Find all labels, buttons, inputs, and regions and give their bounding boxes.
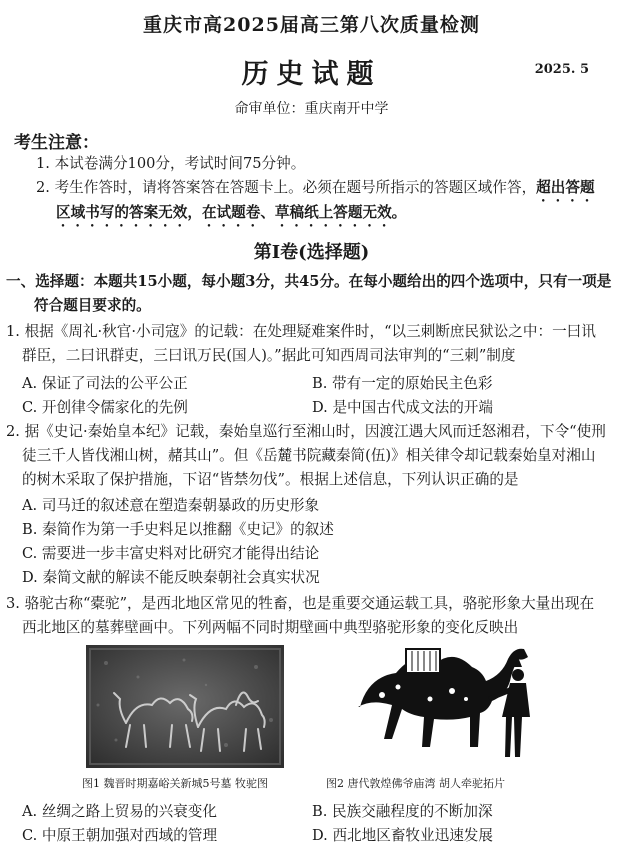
figure-1-mural — [86, 645, 284, 768]
notice-item-2-text: 2. 考生作答时，请将答案答在答题卡上。必须在题号所指示的答题区域作答， — [36, 179, 537, 196]
question-1-option-b: B. 带有一定的原始民主色彩 — [312, 375, 493, 392]
question-3-option-b: B. 民族交融程度的不断加深 — [312, 803, 493, 820]
author-unit: 命审单位：重庆南开中学 — [234, 101, 389, 117]
figure-2-rubbing — [342, 637, 542, 768]
question-2-option-a: A. 司马迁的叙述意在塑造秦朝暴政的历史形象 — [22, 497, 320, 514]
question-2-stem-1: 2. 据《史记·秦始皇本纪》记载，秦始皇巡行至湘山时，因渡江遇大风而迁怒湘君，下令“使刑 — [6, 423, 606, 440]
question-2-option-b: B. 秦简作为第一手史料足以推翻《史记》的叙述 — [22, 521, 334, 538]
question-1-stem-1: 1. 根据《周礼·秋官·小司寇》的记载：在处理疑难案件时，“以三刺断庶民狱讼之中：一曰讯 — [6, 323, 596, 340]
section-instruction-2: 符合题目要求的。 — [34, 297, 151, 314]
figure-1-caption: 图1 魏晋时期嘉峪关新城5号墓 牧驼图 — [82, 777, 268, 790]
question-3-stem-2: 西北地区的墓葬壁画中。下列两幅不同时期壁画中典型骆驼形象的变化反映出 — [22, 619, 519, 636]
subject-title: 历史试题 — [241, 59, 382, 90]
question-2-option-d: D. 秦简文献的解读不能反映秦朝社会真实状况 — [22, 569, 320, 586]
section-instruction-1: 一、选择题：本题共15小题，每小题3分，共45分。在每小题给出的四个选项中，只有一项是 — [6, 273, 612, 290]
question-1-stem-2: 群臣，二曰讯群吏，三曰讯万民(国人)。”据此可知西周司法审判的“三刺”制度 — [22, 347, 516, 364]
question-2-stem-2: 徒三千人皆伐湘山树，赭其山”。但《岳麓书院藏秦简(伍)》相关律令却记载秦始皇对湘山 — [22, 447, 596, 464]
notice-heading: 考生注意： — [14, 133, 99, 153]
figure-2-caption: 图2 唐代敦煌佛爷庙湾 胡人牵驼拓片 — [326, 777, 505, 790]
question-1-option-c: C. 开创律令儒家化的先例 — [22, 399, 188, 416]
exam-title: 重庆市高2025届高三第八次质量检测 — [143, 14, 480, 36]
question-3-option-d: D. 西北地区畜牧业迅速发展 — [312, 827, 493, 844]
notice-item-2-cont: 区域书写的答案无效，在试题卷、草稿纸上答题无效。 — [56, 204, 407, 221]
question-1-option-a: A. 保证了司法的公平公正 — [22, 375, 188, 392]
exam-date: 2025. 5 — [534, 62, 589, 77]
question-3-option-a: A. 丝绸之路上贸易的兴衰变化 — [22, 803, 217, 820]
question-3-option-c: C. 中原王朝加强对西域的管理 — [22, 827, 218, 844]
notice-item-1: 1. 本试卷满分100分，考试时间75分钟。 — [36, 155, 306, 172]
question-1-option-d: D. 是中国古代成文法的开端 — [312, 399, 493, 416]
question-3-stem-1: 3. 骆驼古称“橐驼”，是西北地区常见的牲畜，也是重要交通运载工具，骆驼形象大量出现在 — [6, 595, 595, 612]
question-2-option-c: C. 需要进一步丰富史料对比研究才能得出结论 — [22, 545, 320, 562]
notice-item-2-emphasis: 超出答题 — [536, 179, 595, 196]
question-2-stem-3: 的树木采取了保护措施，下诏“皆禁勿伐”。根据上述信息，下列认识正确的是 — [22, 471, 519, 488]
section-title: 第Ⅰ卷(选择题) — [253, 242, 370, 263]
